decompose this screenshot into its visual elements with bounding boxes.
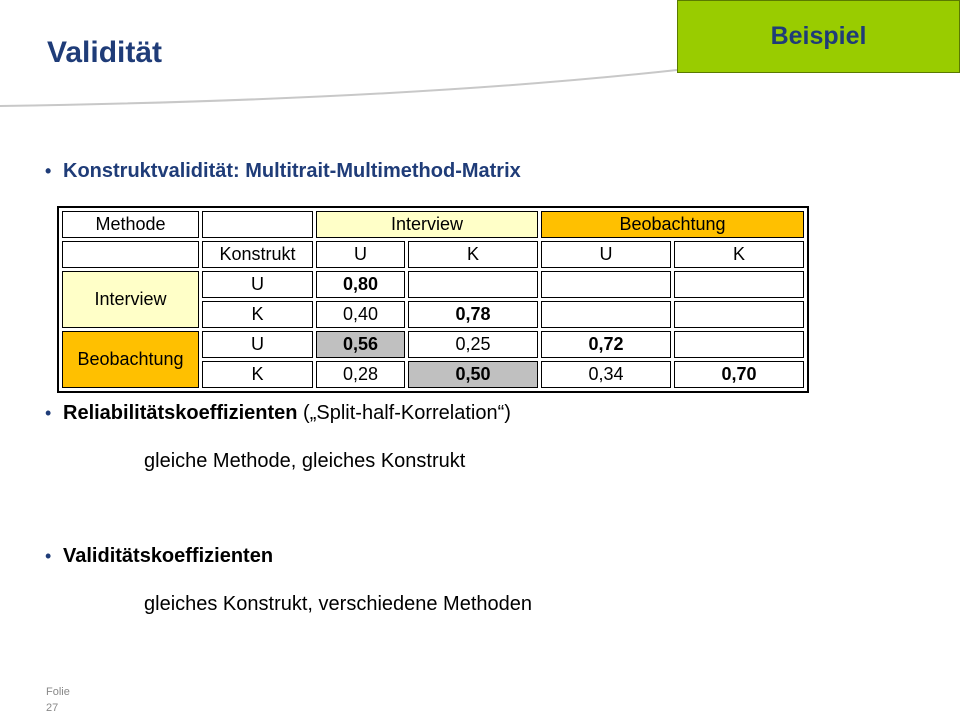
validity-cell: 0,50 (408, 361, 538, 388)
reliability-cell: 0,70 (674, 361, 804, 388)
reliability-cell: 0,80 (316, 271, 405, 298)
matrix-cell (674, 331, 804, 358)
bullet-dot-icon: • (45, 403, 52, 423)
bullet-mtmm-text: Konstruktvalidität: Multitrait-Multimethod-Matrix (63, 160, 521, 182)
example-badge: Beispiel (677, 0, 960, 73)
col-construct: U (316, 241, 405, 268)
reliability-note: („Split-half-Korrelation“) (297, 402, 511, 424)
validity-term: Validitätskoeffizienten (63, 545, 274, 567)
row-construct: K (202, 361, 313, 388)
matrix-cell: 0,28 (316, 361, 405, 388)
matrix-cell (674, 271, 804, 298)
bullet-validity (45, 545, 273, 568)
header-method: Methode (62, 211, 199, 238)
matrix-cell (408, 271, 538, 298)
validity-description: gleiches Konstrukt, verschiedene Methoden (144, 593, 533, 615)
slide-title: Validität (47, 36, 163, 69)
col-construct: U (541, 241, 671, 268)
col-construct: K (674, 241, 804, 268)
bullet-mtmm (45, 160, 521, 183)
row-method-interview: Interview (62, 271, 199, 328)
row-method-observation: Beobachtung (62, 331, 199, 388)
matrix-cell (541, 301, 671, 328)
slide-number: 27 (46, 702, 59, 714)
row-construct: U (202, 271, 313, 298)
matrix-cell (674, 301, 804, 328)
slide-footer (46, 684, 70, 716)
bullet-dot-icon: • (45, 546, 52, 566)
matrix-cell: 0,34 (541, 361, 671, 388)
reliability-description: gleiche Methode, gleiches Konstrukt (144, 450, 466, 472)
matrix-cell: 0,40 (316, 301, 405, 328)
bullet-dot-icon: • (45, 161, 52, 181)
header-blank (202, 211, 313, 238)
mtmm-matrix (57, 206, 809, 393)
reliability-cell: 0,78 (408, 301, 538, 328)
bullet-reliability (45, 402, 511, 425)
footer-label: Folie (46, 686, 70, 698)
header-method-interview: Interview (316, 211, 538, 238)
matrix-cell: 0,25 (408, 331, 538, 358)
col-construct: K (408, 241, 538, 268)
header-construct: Konstrukt (202, 241, 313, 268)
matrix-cell (541, 271, 671, 298)
row-construct: U (202, 331, 313, 358)
validity-cell: 0,56 (316, 331, 405, 358)
reliability-term: Reliabilitätskoeffizienten (63, 402, 298, 424)
row-construct: K (202, 301, 313, 328)
header-method-observation: Beobachtung (541, 211, 804, 238)
reliability-cell: 0,72 (541, 331, 671, 358)
row-blank (62, 241, 199, 268)
